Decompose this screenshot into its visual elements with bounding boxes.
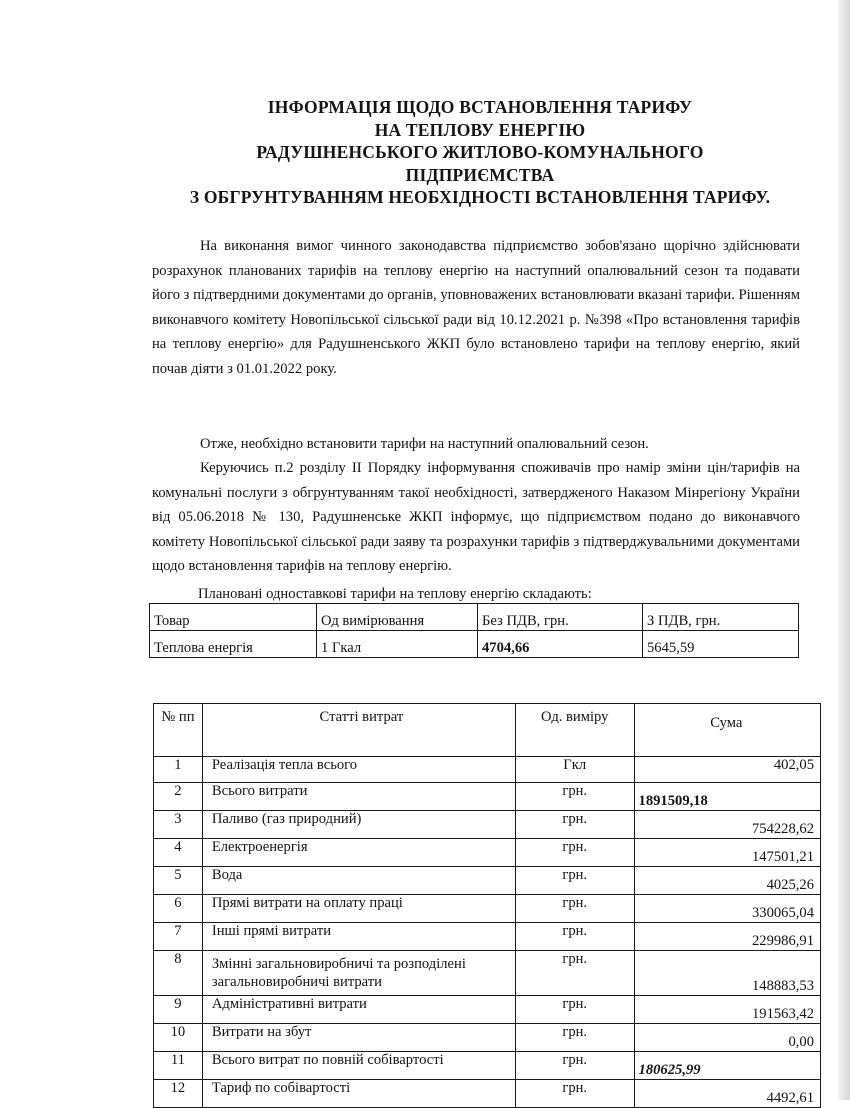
- row-sum: 147501,21: [751, 848, 814, 865]
- row-item: Інші прямі витрати: [202, 922, 515, 950]
- costs-header-sum: Сума: [710, 715, 743, 731]
- tariff-header-cell: З ПДВ, грн.: [643, 604, 799, 631]
- row-unit: грн.: [515, 922, 634, 950]
- tariff-header-row: [150, 604, 799, 631]
- document-title: [120, 96, 840, 209]
- costs-header-cell: [202, 704, 515, 757]
- paragraph-notice: Керуючись п.2 розділу ІІ Порядку інформування споживачів про намір зміни цін/тарифів на комунальні послуги з обгрунтуванням такої необхідності, затвердженого Наказом Мінрегіону України від 05.06.2018 № 130, Радушненське ЖКП інформує, що підприємством подано до виконавчого комітету Новопільської сільської ради заяву та розрахунки тарифів з підтверджувальними документами щодо встановлення тарифів на теплову енергію.: [152, 460, 800, 574]
- table-row: [154, 995, 821, 1023]
- row-item: Тариф по собівартості: [202, 1079, 515, 1107]
- costs-header-cell: [634, 704, 820, 757]
- row-sum: 0,00: [788, 1033, 814, 1050]
- row-number: 2: [154, 782, 203, 810]
- row-unit: грн.: [515, 782, 634, 810]
- tariff-value-row: [150, 631, 799, 658]
- row-unit: грн.: [515, 866, 634, 894]
- tariff-cell: 4704,66: [478, 631, 643, 658]
- table-row: [154, 894, 821, 922]
- row-number: 5: [154, 866, 203, 894]
- row-item-cell: [202, 950, 515, 995]
- row-number: 7: [154, 922, 203, 950]
- costs-header-unit: Од. виміру: [540, 709, 609, 725]
- tariff-cell: 1 Гкал: [317, 631, 478, 658]
- costs-header-cell: [154, 704, 203, 757]
- row-number: 11: [154, 1051, 203, 1079]
- row-number: 4: [154, 838, 203, 866]
- row-sum-cell: [634, 866, 820, 894]
- row-sum: 4492,61: [766, 1089, 814, 1106]
- table-row: [154, 950, 821, 995]
- row-sum-cell: [634, 1051, 820, 1079]
- row-number: 9: [154, 995, 203, 1023]
- costs-header-item: Статті витрат: [319, 709, 404, 725]
- tariff-header-cell: Товар: [150, 604, 317, 631]
- row-unit: Гкл: [515, 757, 634, 783]
- row-item: Паливо (газ природний): [202, 810, 515, 838]
- row-item: Вода: [202, 866, 515, 894]
- row-sum-cell: [634, 922, 820, 950]
- row-item: Всього витрати: [202, 782, 515, 810]
- row-number: 6: [154, 894, 203, 922]
- title-line: РАДУШНЕНСЬКОГО ЖИТЛОВО-КОМУНАЛЬНОГО: [256, 142, 704, 162]
- costs-header-number: № пп: [161, 709, 195, 725]
- row-sum: 180625,99: [638, 1061, 701, 1078]
- row-number: 10: [154, 1023, 203, 1051]
- row-sum: 330065,04: [751, 904, 814, 921]
- row-sum-cell: [634, 1079, 820, 1107]
- row-unit: грн.: [515, 950, 634, 995]
- row-item: Змінні загальновиробничі та розподілені загальновиробничі витрати: [211, 955, 466, 990]
- table-row: [154, 757, 821, 783]
- row-unit: грн.: [515, 995, 634, 1023]
- row-unit: грн.: [515, 1079, 634, 1107]
- table-row: [154, 782, 821, 810]
- costs-header-cell: [515, 704, 634, 757]
- table-row: [154, 838, 821, 866]
- row-sum-cell: [634, 1023, 820, 1051]
- row-sum: 191563,42: [751, 1005, 814, 1022]
- row-unit: грн.: [515, 1023, 634, 1051]
- row-sum: 402,05: [634, 757, 820, 783]
- row-item: Витрати на збут: [202, 1023, 515, 1051]
- row-sum-cell: [634, 782, 820, 810]
- row-sum: 148883,53: [634, 950, 820, 995]
- row-item: Реалізація тепла всього: [202, 757, 515, 783]
- row-sum-cell: [634, 894, 820, 922]
- costs-table: [153, 703, 821, 1108]
- title-line: ІНФОРМАЦІЯ ЩОДО ВСТАНОВЛЕННЯ ТАРИФУ: [267, 97, 693, 117]
- costs-header-row: [154, 704, 821, 757]
- row-sum: 754228,62: [751, 820, 814, 837]
- row-sum-cell: [634, 810, 820, 838]
- row-sum-cell: [634, 838, 820, 866]
- row-number: 1: [154, 757, 203, 783]
- tariff-cell: Теплова енергія: [150, 631, 317, 658]
- row-sum: 1891509,18: [638, 792, 708, 809]
- row-unit: грн.: [515, 810, 634, 838]
- row-number: 3: [154, 810, 203, 838]
- tariff-cell: 5645,59: [643, 631, 799, 658]
- paragraph-intro: На виконання вимог чинного законодавства підприємство зобов'язано щорічно здійснювати розрахунок планованих тарифів на теплову енергію на наступний опалювальний сезон та подавати його з підтвердними документами до органів, уповноважених встановлювати вказані тарифи. Рішенням виконавчого комітету Новопільської сільської ради від 10.12.2021 р. №398 «Про встановлення тарифів на теплову енергію» для Радушненського ЖКП було встановлено тарифи на теплову енергію, який почав діяти з 01.01.2022 року.: [152, 238, 800, 377]
- row-unit: грн.: [515, 894, 634, 922]
- table-row: [154, 866, 821, 894]
- row-item: Прямі витрати на оплату праці: [202, 894, 515, 922]
- row-sum: 229986,91: [751, 932, 814, 949]
- row-sum-cell: [634, 995, 820, 1023]
- tariff-table: [149, 603, 799, 658]
- tariff-header-cell: Без ПДВ, грн.: [478, 604, 643, 631]
- table-row: [154, 1023, 821, 1051]
- table-row: [154, 922, 821, 950]
- row-unit: грн.: [515, 1051, 634, 1079]
- title-line: З ОБГРУНТУВАННЯМ НЕОБХІДНОСТІ ВСТАНОВЛЕННЯ ТАРИФУ.: [189, 187, 771, 207]
- row-item: Всього витрат по повній собівартості: [202, 1051, 515, 1079]
- row-unit: грн.: [515, 838, 634, 866]
- row-number: 8: [154, 950, 203, 995]
- title-line: НА ТЕПЛОВУ ЕНЕРГІЮ: [374, 119, 586, 140]
- row-item: Електроенергія: [202, 838, 515, 866]
- table-row: [154, 1079, 821, 1107]
- paragraph-conclusion: Отже, необхідно встановити тарифи на наступний опалювальний сезон.: [200, 436, 649, 452]
- tariff-header-cell: Од вимірювання: [317, 604, 478, 631]
- row-number: 12: [154, 1079, 203, 1107]
- table-row: [154, 810, 821, 838]
- row-item: Адміністративні витрати: [202, 995, 515, 1023]
- title-line: ПІДПРИЄМСТВА: [405, 164, 555, 185]
- row-sum: 4025,26: [766, 876, 814, 893]
- table-row: [154, 1051, 821, 1079]
- tariff-caption: Плановані одноставкові тарифи на теплову енергію складають:: [198, 586, 592, 602]
